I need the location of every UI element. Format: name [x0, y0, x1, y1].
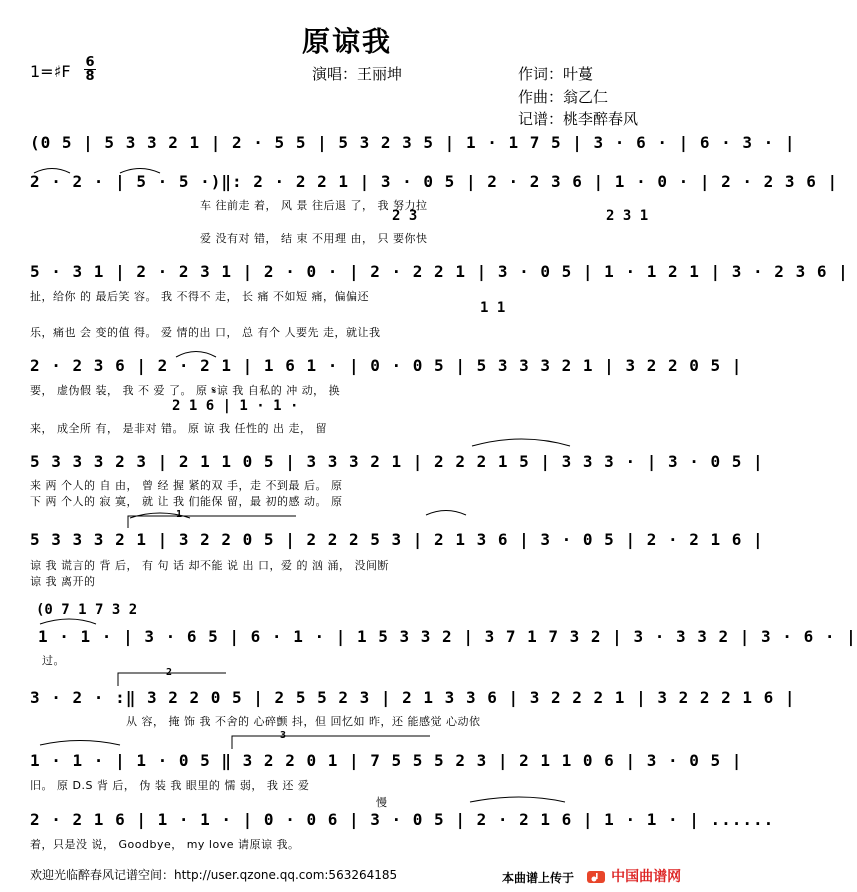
footer-welcome: 欢迎光临醉春风记谱空间：http://user.qzone.qq.com:563264185 [30, 868, 398, 882]
lyric-line-4b: 来， 成全所 有， 是非对 错。 原 谅 我 任性的 出 走， 留 [30, 422, 327, 435]
score-line-4: 2 · 2 3 6 | 2 · 2 1 | 1 6 1 · | 0 · 0 5 | 5 3 3 3 2 1 | 3 2 2 0 5 | [30, 356, 743, 375]
score-line-8: 3 · 2 · :‖ 3 2 2 0 5 | 2 5 5 2 3 | 2 1 3 3 6 | 3 2 2 2 1 | 3 2 2 2 1 6 | [30, 688, 796, 707]
ossia-notes-2b: 2 3 1 [606, 208, 649, 224]
lyric-line-3a: 扯，给你 的 最后笑 容。 我 不得不 走， 长 痛 不如短 痛，偏偏还 [30, 290, 369, 303]
lyric-line-5a: 来 两 个人的 自 由， 曾 经 握 紧的双 手，走 不到最 后。 原 [30, 479, 343, 492]
lyric-line-10: 着，只是没 说， Goodbye， my love 请原谅 我。 [30, 838, 300, 851]
singer-credit: 演唱：王丽坤 [312, 65, 403, 83]
ossia-notes-4: 2 1 6 | 1 · 1 · [172, 398, 299, 414]
score-line-2: 2 · 2 · | 5 · 5 ·)‖: 2 · 2 2 1 | 3 · 0 5 | 2 · 2 3 6 | 1 · 0 · | 2 · 2 3 6 | [30, 172, 839, 191]
tempo-marking: 慢 [376, 796, 388, 809]
ossia-notes-7: (0 7 1 7 3 2 [36, 602, 138, 618]
lyric-line-9: 旧。 原 D.S 背 后， 伪 装 我 眼里的 懦 弱， 我 还 爱 [30, 779, 310, 792]
score-line-3: 5 · 3 1 | 2 · 2 3 1 | 2 · 0 · | 2 · 2 2 1 | 3 · 0 5 | 1 · 1 2 1 | 3 · 2 3 6 | [30, 262, 849, 281]
lyric-line-6a: 谅 我 谎言的 背 后， 有 句 话 却不能 说 出 口，爱 的 汹 涌， 没间断 [30, 559, 389, 572]
score-line-10: 2 · 2 1 6 | 1 · 1 · | 0 · 0 6 | 3 · 0 5 | 2 · 2 1 6 | 1 · 1 · | ...... [30, 810, 775, 829]
lyric-line-7: 过。 [42, 654, 65, 667]
ossia-notes-3: 1 1 [480, 300, 506, 316]
transcriber-credit: 记谱：桃李醉春风 [518, 110, 639, 128]
ossia-notes-2a: 2 3 [392, 208, 418, 224]
score-line-1: (0 5 | 5 3 3 2 1 | 2 · 5 5 | 5 3 2 3 5 | 1 · 1 7 5 | 3 · 6 · | 6 · 3 · | [30, 133, 796, 152]
volta-3-label: 3 [280, 730, 287, 741]
lyricist-credit: 作词：叶蔓 [518, 65, 594, 83]
lyric-line-6b: 谅 我 离开的 [30, 575, 96, 588]
time-signature-top: 6 [85, 55, 95, 70]
song-title: 原谅我 [301, 25, 392, 58]
lyric-line-8: 从 容， 掩 饰 我 不舍的 心碎颤 抖，但 回忆如 昨，还 能感觉 心动依 [126, 715, 481, 728]
composer-credit: 作曲：翁乙仁 [518, 88, 609, 106]
key-signature: 1=♯F [30, 62, 71, 81]
lyric-line-2b: 爱 没有对 错， 结 束 不用理 由， 只 要你快 [200, 232, 428, 245]
lyric-line-3b: 乐，痛也 会 变的值 得。 爱 情的出 口， 总 有个 人要先 走，就让我 [30, 326, 381, 339]
score-line-6: 5 3 3 3 2 1 | 3 2 2 0 5 | 2 2 2 5 3 | 2 1 3 6 | 3 · 0 5 | 2 · 2 1 6 | [30, 530, 764, 549]
footer-upload-note: 本曲谱上传于 [502, 871, 575, 885]
time-signature-bottom: 8 [85, 69, 95, 84]
lyric-line-2a: 车 往前走 着， 风 景 往后退 了， 我 努力拉 [200, 199, 428, 212]
volta-1-label: 1 [176, 509, 183, 520]
lyric-line-5b: 下 两 个人的 寂 寞， 就 让 我 们能保 留，最 初的感 动。 原 [30, 495, 343, 508]
score-line-9: 1 · 1 · | 1 · 0 5 ‖ 3 2 2 0 1 | 7 5 5 5 2 3 | 2 1 1 0 6 | 3 · 0 5 | [30, 751, 743, 770]
volta-2-label: 2 [166, 667, 173, 678]
site-logo-text: 中国曲谱网 [611, 869, 682, 885]
score-line-7: 1 · 1 · | 3 · 6 5 | 6 · 1 · | 1 5 3 3 2 | 3 7 1 7 3 2 | 3 · 3 3 2 | 3 · 6 · | [38, 627, 857, 646]
score-line-5: 5 3 3 3 2 3 | 2 1 1 0 5 | 3 3 3 2 1 | 2 2 2 1 5 | 3 3 3 · | 3 · 0 5 | [30, 452, 764, 471]
lyric-line-4a: 要， 虚伪假 装， 我 不 爱 了。 原 𝄋谅 我 自私的 冲 动， 换 [30, 384, 341, 397]
